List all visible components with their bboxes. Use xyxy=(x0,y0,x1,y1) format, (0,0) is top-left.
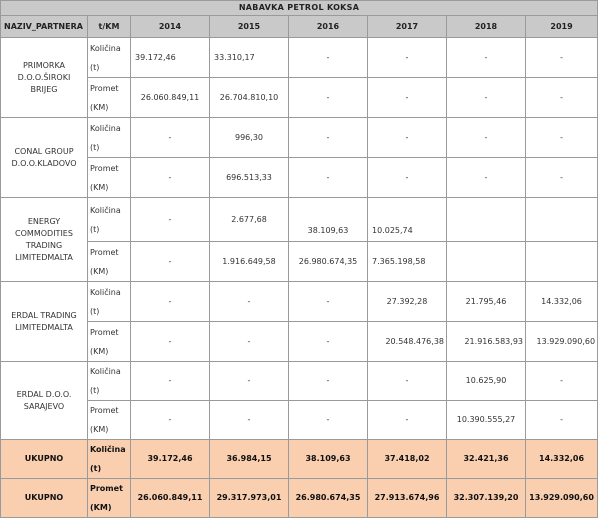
table-row xyxy=(1,158,598,198)
table-cell: - xyxy=(131,322,210,362)
table-cell: 26.060.849,11 xyxy=(131,78,210,118)
partner-name: ERDAL D.O.O. SARAJEVO xyxy=(1,362,88,440)
table-cell: - xyxy=(526,401,598,440)
table-cell: 13.929.090,60 xyxy=(526,479,598,518)
table-cell: 10.025,74 xyxy=(368,198,447,242)
table-cell: - xyxy=(447,78,526,118)
table-cell xyxy=(447,198,526,242)
table-cell: - xyxy=(131,118,210,158)
table-row xyxy=(1,118,598,158)
table-cell: 33.310,17 xyxy=(210,38,289,78)
unit-label: Promet (KM) xyxy=(88,479,131,518)
table-cell: - xyxy=(447,118,526,158)
table-cell: 39.172,46 xyxy=(131,440,210,479)
table-cell: 13.929.090,60 xyxy=(526,322,598,362)
total-row-quantity xyxy=(1,440,598,479)
table-cell: 27.392,28 xyxy=(368,282,447,322)
column-header-year: 2014 xyxy=(131,16,210,38)
table-cell: - xyxy=(289,118,368,158)
unit-label: Količina (t) xyxy=(88,198,131,242)
table-row xyxy=(1,282,598,322)
table-cell: - xyxy=(289,158,368,198)
table-cell: - xyxy=(289,362,368,401)
table-row xyxy=(1,401,598,440)
column-header-year: 2016 xyxy=(289,16,368,38)
unit-label: Promet (KM) xyxy=(88,242,131,282)
column-header-year: 2015 xyxy=(210,16,289,38)
table-cell: - xyxy=(210,401,289,440)
table-cell: - xyxy=(210,282,289,322)
table-cell: 39.172,46 xyxy=(131,38,210,78)
table-cell: - xyxy=(526,78,598,118)
unit-label: Promet (KM) xyxy=(88,401,131,440)
table-cell: - xyxy=(289,322,368,362)
table-cell: 38.109,63 xyxy=(289,440,368,479)
table-row xyxy=(1,362,598,401)
unit-label: Količina (t) xyxy=(88,440,131,479)
table-cell: 14.332,06 xyxy=(526,440,598,479)
table-cell: - xyxy=(131,242,210,282)
table-cell: 10.625,90 xyxy=(447,362,526,401)
unit-label: Količina (t) xyxy=(88,118,131,158)
table-row xyxy=(1,78,598,118)
table-cell: - xyxy=(368,158,447,198)
column-header-year: 2017 xyxy=(368,16,447,38)
unit-label: Količina (t) xyxy=(88,362,131,401)
table-cell: - xyxy=(210,362,289,401)
unit-label: Promet (KM) xyxy=(88,158,131,198)
table-cell: - xyxy=(526,118,598,158)
table-cell: 7.365.198,58 xyxy=(368,242,447,282)
partner-name: PRIMORKA D.O.O.ŠIROKI BRIJEG xyxy=(1,38,88,118)
total-label: UKUPNO xyxy=(1,479,88,518)
table-cell xyxy=(526,242,598,282)
header-row xyxy=(1,16,598,38)
table-cell: - xyxy=(368,38,447,78)
table-cell: - xyxy=(131,158,210,198)
unit-label: Promet (KM) xyxy=(88,78,131,118)
table-cell: - xyxy=(447,38,526,78)
total-label: UKUPNO xyxy=(1,440,88,479)
table-cell: - xyxy=(131,198,210,242)
table-cell: 21.795,46 xyxy=(447,282,526,322)
partner-name: ENERGY COMMODITIES TRADING LIMITEDMALTA xyxy=(1,198,88,282)
table-cell: - xyxy=(131,282,210,322)
table-row xyxy=(1,322,598,362)
table-cell: 36.984,15 xyxy=(210,440,289,479)
table-cell: - xyxy=(289,78,368,118)
table-cell: - xyxy=(289,401,368,440)
table-row xyxy=(1,198,598,242)
table-cell: 2.677,68 xyxy=(210,198,289,242)
column-header-partner: NAZIV_PARTNERA xyxy=(1,16,88,38)
table-row xyxy=(1,38,598,78)
table-cell: 26.980.674,35 xyxy=(289,242,368,282)
table-cell: 1.916.649,58 xyxy=(210,242,289,282)
table-cell: - xyxy=(368,118,447,158)
table-cell: 26.704.810,10 xyxy=(210,78,289,118)
table-cell: - xyxy=(131,401,210,440)
table-cell: 10.390.555,27 xyxy=(447,401,526,440)
table-cell: - xyxy=(368,362,447,401)
table-cell: 29.317.973,01 xyxy=(210,479,289,518)
table-title: NABAVKA PETROL KOKSA xyxy=(1,1,598,16)
table-cell: 26.060.849,11 xyxy=(131,479,210,518)
table-cell: - xyxy=(526,362,598,401)
table-cell: - xyxy=(368,401,447,440)
table-cell: 696.513,33 xyxy=(210,158,289,198)
table-cell xyxy=(526,198,598,242)
table-cell: - xyxy=(526,158,598,198)
table-cell: 37.418,02 xyxy=(368,440,447,479)
unit-label: Količina (t) xyxy=(88,282,131,322)
partner-name: CONAL GROUP D.O.O.KLADOVO xyxy=(1,118,88,198)
table-cell: 14.332,06 xyxy=(526,282,598,322)
table-cell: 32.307.139,20 xyxy=(447,479,526,518)
table-cell: - xyxy=(289,282,368,322)
table-row xyxy=(1,242,598,282)
table-cell: - xyxy=(289,38,368,78)
column-header-year: 2018 xyxy=(447,16,526,38)
table-cell: 996,30 xyxy=(210,118,289,158)
table-cell: - xyxy=(210,322,289,362)
column-header-unit: t/KM xyxy=(88,16,131,38)
table-cell: - xyxy=(526,38,598,78)
unit-label: Količina (t) xyxy=(88,38,131,78)
table-cell: - xyxy=(131,362,210,401)
column-header-year: 2019 xyxy=(526,16,598,38)
table-cell: - xyxy=(447,158,526,198)
table-cell: 38.109,63 xyxy=(289,198,368,242)
table-cell xyxy=(447,242,526,282)
table-cell: 20.548.476,38 xyxy=(368,322,447,362)
total-row-turnover xyxy=(1,479,598,518)
table-cell: - xyxy=(368,78,447,118)
table-cell: 21.916.583,93 xyxy=(447,322,526,362)
partner-name: ERDAL TRADING LIMITEDMALTA xyxy=(1,282,88,362)
table-cell: 32.421,36 xyxy=(447,440,526,479)
table-cell: 26.980.674,35 xyxy=(289,479,368,518)
unit-label: Promet (KM) xyxy=(88,322,131,362)
table-cell: 27.913.674,96 xyxy=(368,479,447,518)
